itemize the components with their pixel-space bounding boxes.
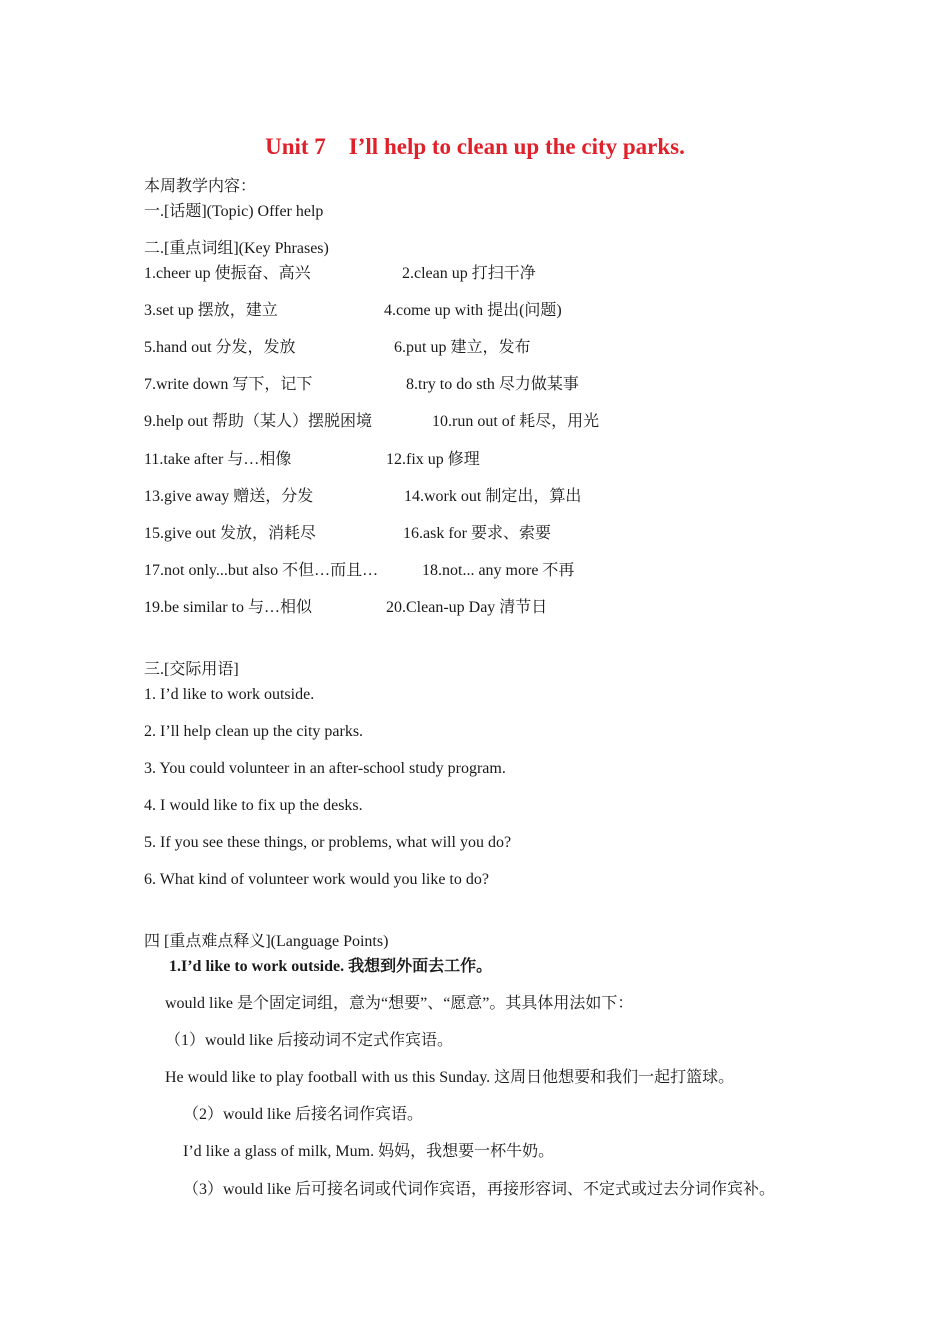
usage-2: （2）would like 后接名词作宾语。 bbox=[183, 1106, 423, 1123]
phrase-left: 19.be similar to 与…相似 bbox=[144, 599, 312, 616]
topic-line: 一.[话题](Topic) Offer help bbox=[144, 203, 324, 220]
phrase-left: 3.set up 摆放，建立 bbox=[144, 302, 278, 319]
usage-1: （1）would like 后接动词不定式作宾语。 bbox=[165, 1032, 453, 1049]
expressions-heading: 三.[交际用语] bbox=[144, 661, 239, 678]
phrase-right: 8.try to do sth 尽力做某事 bbox=[406, 376, 579, 393]
example-1: He would like to play football with us this Sunday. 这周日他想要和我们一起打篮球。 bbox=[165, 1069, 735, 1086]
phrase-right: 6.put up 建立，发布 bbox=[394, 339, 531, 356]
intro-text: 本周教学内容： bbox=[144, 178, 257, 195]
phrase-right: 20.Clean-up Day 清节日 bbox=[386, 599, 548, 616]
phrase-right: 2.clean up 打扫干净 bbox=[402, 265, 536, 282]
phrase-left: 9.help out 帮助（某人）摆脱困境 bbox=[144, 413, 372, 430]
document-title: Unit 7 I’ll help to clean up the city parks. bbox=[265, 134, 685, 159]
expression-line: 3. You could volunteer in an after-school study program. bbox=[144, 760, 506, 777]
expression-line: 6. What kind of volunteer work would you like to do? bbox=[144, 871, 489, 888]
phrase-left: 5.hand out 分发，发放 bbox=[144, 339, 296, 356]
phrase-left: 15.give out 发放，消耗尽 bbox=[144, 525, 316, 542]
expression-line: 1. I’d like to work outside. bbox=[144, 686, 315, 703]
points-heading: 四 [重点难点释义](Language Points) bbox=[144, 933, 389, 950]
phrase-right: 18.not... any more 不再 bbox=[422, 562, 575, 579]
phrase-right: 14.work out 制定出，算出 bbox=[404, 488, 582, 505]
phrases-heading: 二.[重点词组](Key Phrases) bbox=[144, 240, 329, 257]
phrase-right: 12.fix up 修理 bbox=[386, 451, 480, 468]
expression-line: 2. I’ll help clean up the city parks. bbox=[144, 723, 364, 740]
example-2: I’d like a glass of milk, Mum. 妈妈，我想要一杯牛奶。 bbox=[183, 1143, 555, 1160]
phrase-left: 7.write down 写下，记下 bbox=[144, 376, 313, 393]
phrase-left: 1.cheer up 使振奋、高兴 bbox=[144, 265, 311, 282]
expression-line: 5. If you see these things, or problems, what will you do? bbox=[144, 834, 512, 851]
phrase-left: 11.take after 与…相像 bbox=[144, 451, 292, 468]
phrase-right: 10.run out of 耗尽，用光 bbox=[432, 413, 600, 430]
point1-title: 1.I’d like to work outside. 我想到外面去工作。 bbox=[169, 958, 493, 975]
phrase-left: 17.not only...but also 不但…而且… bbox=[144, 562, 379, 579]
phrase-right: 4.come up with 提出(问题) bbox=[384, 302, 562, 319]
phrase-left: 13.give away 赠送，分发 bbox=[144, 488, 314, 505]
phrase-right: 16.ask for 要求、索要 bbox=[403, 525, 551, 542]
usage-3: （3）would like 后可接名词或代词作宾语，再接形容词、不定式或过去分词作宾补。 bbox=[183, 1181, 775, 1198]
expression-line: 4. I would like to fix up the desks. bbox=[144, 797, 363, 814]
point1-explain: would like 是个固定词组，意为“想要”、“愿意”。其具体用法如下： bbox=[165, 995, 634, 1012]
